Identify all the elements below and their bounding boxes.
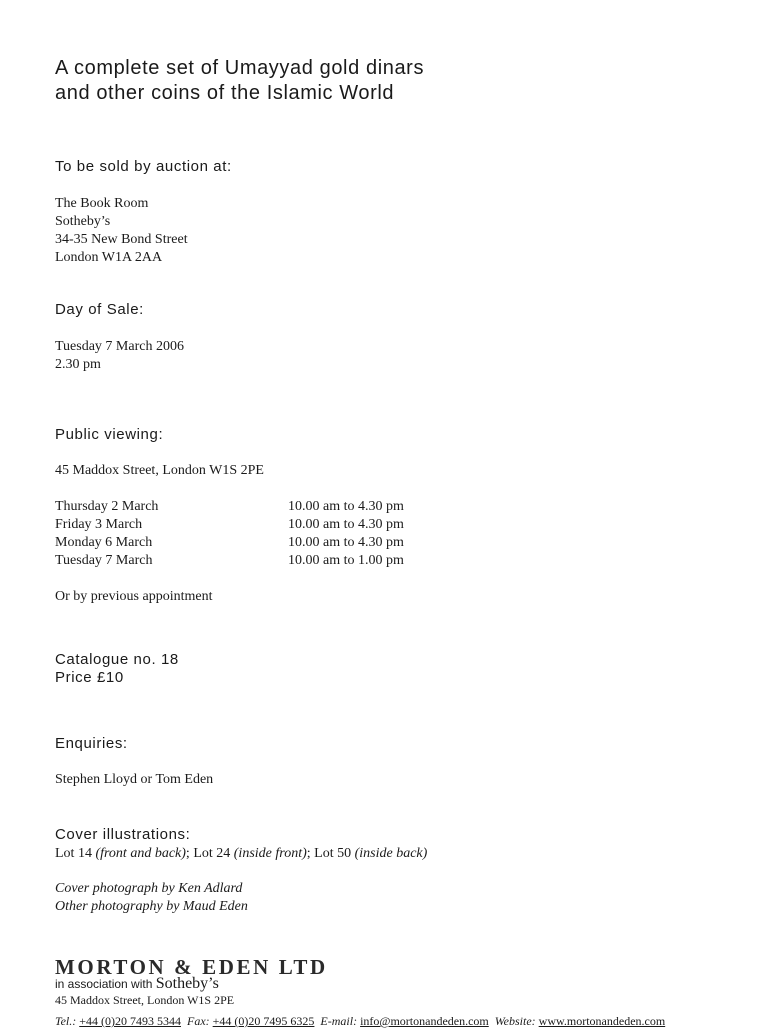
cover-heading: Cover illustrations: [55,826,191,843]
schedule-day: Monday 6 March [55,535,153,550]
email-link[interactable]: info@mortonandeden.com [360,1014,489,1028]
sale-date: Tuesday 7 March 2006 [55,339,184,354]
tel-label: Tel.: [55,1014,77,1028]
schedule-hours: 10.00 am to 1.00 pm [288,553,404,568]
catalogue-price: Price £10 [55,669,124,686]
tel-number[interactable]: +44 (0)20 7493 5344 [79,1014,181,1028]
auction-address-line: London W1A 2AA [55,250,163,265]
schedule-row [55,498,455,516]
title-line-2: and other coins of the Islamic World [55,82,395,104]
photo-credits [55,880,248,916]
catalogue-number: Catalogue no. 18 [55,651,179,668]
schedule-hours: 10.00 am to 4.30 pm [288,535,404,550]
schedule-day: Thursday 2 March [55,499,159,514]
enquiries-heading: Enquiries: [55,735,128,752]
association-prefix: in association with [55,977,153,991]
sale-details [55,338,184,374]
company-logo: MORTON & EDEN LTD [55,955,328,979]
cover-lot: Lot 24 [193,846,231,861]
other-photo-credit: Other photography by Maud Eden [55,899,248,914]
title-line-1: A complete set of Umayyad gold dinars [55,57,425,79]
sale-heading: Day of Sale: [55,301,144,318]
website-link[interactable]: www.mortonandeden.com [538,1014,666,1028]
cover-lot: Lot 14 [55,846,92,861]
schedule-row [55,552,455,570]
schedule-row [55,516,455,534]
cover-photo-credit: Cover photograph by Ken Adlard [55,881,243,896]
document-title [55,56,424,106]
cover-lots: Lot 14 (front and back); Lot 24 (inside front); Lot 50 (inside back) [55,846,428,861]
cover-lot-note: (front and back) [95,846,186,861]
cover-lot-note: (inside front) [233,846,307,861]
schedule-hours: 10.00 am to 4.30 pm [288,517,404,532]
viewing-schedule [55,498,455,570]
viewing-note: Or by previous appointment [55,589,213,604]
footer-address: 45 Maddox Street, London W1S 2PE [55,993,235,1007]
viewing-heading: Public viewing: [55,426,164,443]
cover-lot: Lot 50 [314,846,352,861]
cover-lot-note: (inside back) [354,846,428,861]
auction-address-line: 34-35 New Bond Street [55,232,188,247]
association-line [55,976,219,992]
schedule-day: Tuesday 7 March [55,553,153,568]
schedule-hours: 10.00 am to 4.30 pm [288,499,404,514]
footer-contact [55,1014,665,1029]
auction-heading: To be sold by auction at: [55,158,232,175]
catalogue-info [55,651,179,687]
email-label: E-mail: [320,1014,358,1028]
viewing-address: 45 Maddox Street, London W1S 2PE [55,463,264,478]
schedule-row [55,534,455,552]
website-label: Website: [494,1014,536,1028]
sothebys-logo: Sotheby’s [155,975,219,992]
auction-address-line: The Book Room [55,196,149,211]
auction-address [55,195,188,267]
schedule-day: Friday 3 March [55,517,143,532]
fax-number: +44 (0)20 7495 6325 [212,1014,315,1028]
sale-time: 2.30 pm [55,357,101,372]
enquiries-contacts: Stephen Lloyd or Tom Eden [55,772,214,787]
fax-label: Fax: [187,1014,210,1028]
auction-address-line: Sotheby’s [55,214,111,229]
